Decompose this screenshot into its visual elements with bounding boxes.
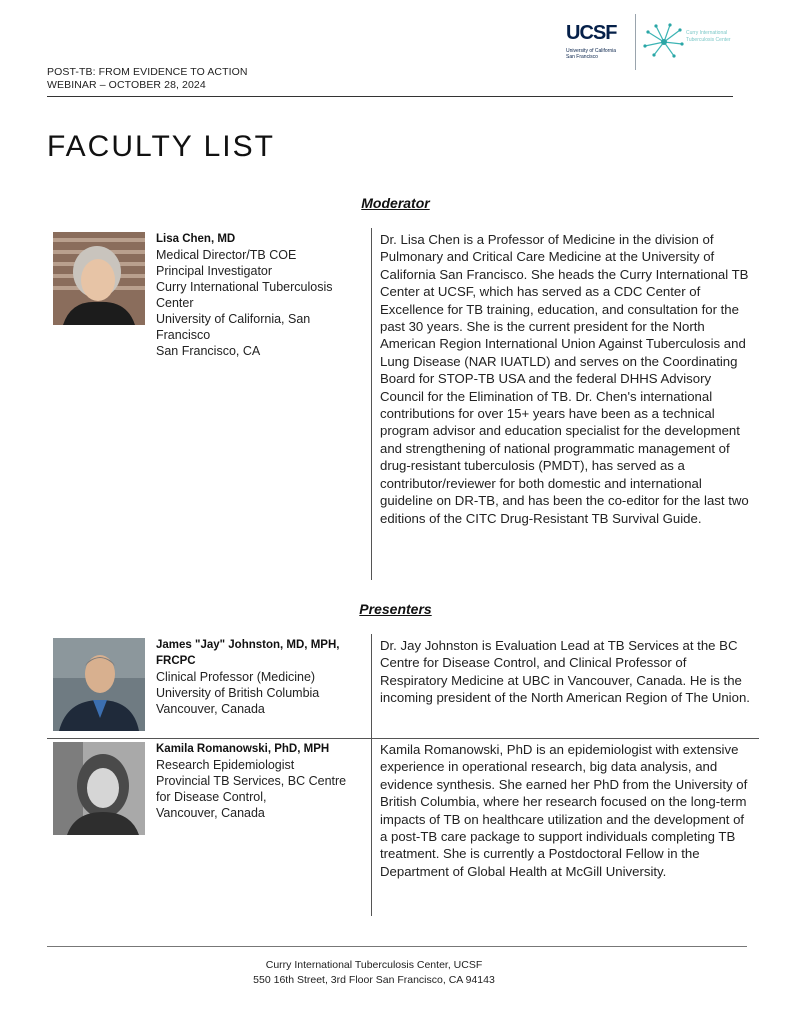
presenter-entry — [47, 634, 759, 738]
portrait-photo-kamila-romanowski — [53, 742, 145, 835]
person-detail: Principal Investigator — [156, 264, 273, 278]
person-detail: University of British Columbia — [156, 686, 320, 700]
person-detail: San Francisco, CA — [156, 344, 261, 358]
page-title: FACULTY LIST — [47, 130, 275, 163]
section-heading-moderator: Moderator — [361, 195, 430, 211]
person-name: Lisa Chen, MD — [156, 233, 236, 245]
document-header — [47, 66, 248, 92]
person-detail: Vancouver, Canada — [156, 702, 265, 716]
column-divider — [371, 738, 372, 916]
person-detail: Research Epidemiologist — [156, 758, 295, 772]
logo-divider — [635, 14, 636, 70]
person-name: James "Jay" Johnston, MD, MPH, FRCPC — [156, 639, 340, 667]
footer-organization: Curry International Tuberculosis Center, UCSF — [265, 959, 483, 971]
person-detail: Provincial TB Services, BC Centre for Disease Control, — [156, 774, 347, 804]
moderator-info — [156, 231, 361, 359]
person-bio: Kamila Romanowski, PhD is an epidemiologist with extensive experience in operational research, big data analysis, and evidence synthesis. She earned her PhD from the University of British Columbia, where her research focused on the long-term impacts of TB on healthcare utilization and the development of a post-TB care package to support individuals completing TB treatment. She is currently a Postdoctoral Fellow in the Department of Global Health at McGill University. — [380, 742, 748, 879]
person-detail: Clinical Professor (Medicine) — [156, 670, 316, 684]
header-divider — [47, 96, 733, 97]
footer-divider — [47, 946, 747, 947]
portrait-photo-jay-johnston — [53, 638, 145, 731]
column-divider — [371, 634, 372, 738]
moderator-entry — [47, 228, 759, 580]
person-bio: Dr. Jay Johnston is Evaluation Lead at TB Services at the BC Centre for Disease Control, and Clinical Professor of Respiratory Medicine at UBC in Vancouver, Canada. He is the incoming president of the North American Region of The Union. — [380, 638, 750, 706]
person-detail: Medical Director/TB COE — [156, 248, 297, 262]
logo-block — [566, 14, 736, 74]
person-name: Kamila Romanowski, PhD, MPH — [156, 743, 330, 755]
header-event-date: WEBINAR – OCTOBER 28, 2024 — [47, 79, 206, 91]
section-heading-presenters: Presenters — [359, 601, 432, 617]
footer-address: 550 16th Street, 3rd Floor San Francisco, CA 94143 — [253, 974, 495, 986]
header-event-title: POST-TB: FROM EVIDENCE TO ACTION — [47, 66, 248, 78]
presenter-info — [156, 741, 361, 821]
person-bio: Dr. Lisa Chen is a Professor of Medicine in the division of Pulmonary and Critical Care Medicine at the University of California San Francisco. She heads the Curry International TB Center at UCSF, which has served as a CDC Center of Excellence for TB training, education, and consultation for the past 30 years. She is the current president for the North American Region International Union Against Tuberculosis and Lung Disease (NAR IUATLD) and serves on the Coordinating Board for STOP-TB USA and the federal DHHS Advisory Council for the Elimination of TB. Dr. Chen's international contributions for over 15+ years have been as a technical program advisor and education specialist for the development and strengthening of national programmatic management of drug-resistant tuberculosis (PMDT), has served as a contributor/reviewer for both domestic and international guideline on DR-TB, and has been the co-editor for the last two editions of the CITC Drug-Resistant TB Survival Guide. — [380, 232, 749, 526]
person-detail: Vancouver, Canada — [156, 806, 265, 820]
person-detail: Curry International Tuberculosis Center — [156, 280, 333, 310]
ucsf-logo: UCSF — [566, 22, 617, 44]
portrait-photo-lisa-chen — [53, 232, 145, 325]
ucsf-logo-subtext: University of California San Francisco — [566, 48, 617, 60]
presenter-entry — [47, 738, 759, 916]
presenter-info — [156, 637, 361, 717]
column-divider — [371, 228, 372, 580]
curry-center-logo-text: Curry International Tuberculosis Center — [686, 30, 731, 43]
person-detail: University of California, San Francisco — [156, 312, 311, 342]
page-footer — [0, 958, 748, 988]
curry-center-emblem-icon — [642, 22, 686, 60]
